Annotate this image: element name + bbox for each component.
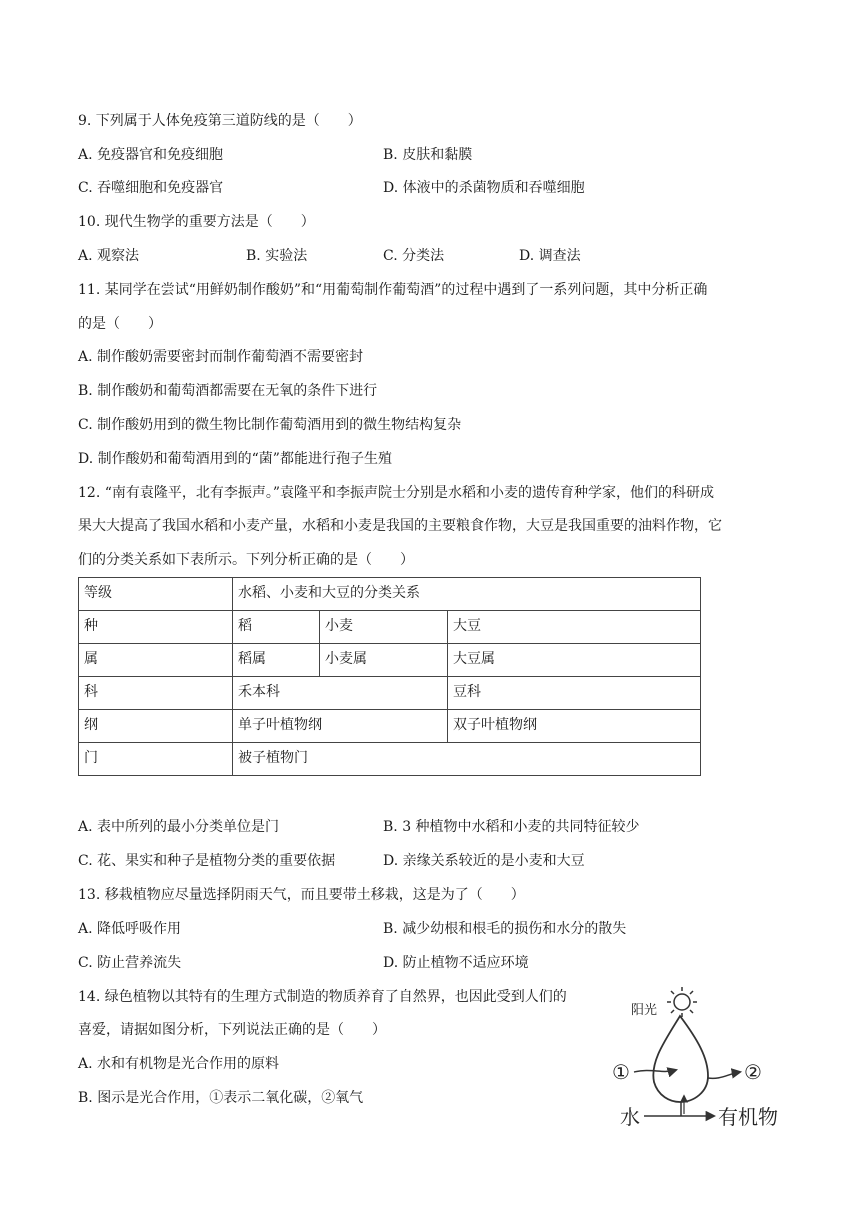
water-label: 水 [620,1105,640,1129]
q10-option-b: B. 实验法 [246,248,308,264]
q11-option-c: C. 制作酸奶用到的微生物比制作葡萄酒用到的微生物结构复杂 [78,417,462,433]
table-cell: 大豆 [448,611,701,644]
organic-label: 有机物 [718,1105,778,1129]
table-row [79,677,701,710]
q10-stem: 10. 现代生物学的重要方法是（ ） [78,214,315,230]
q11-option-a: A. 制作酸奶需要密封而制作葡萄酒不需要密封 [78,349,364,365]
leaf-shape [653,1016,708,1102]
table-cell: 稻属 [233,644,320,677]
table-row [79,644,701,677]
table-row [79,611,701,644]
table-cell: 科 [79,677,233,710]
q9-option-c: C. 吞噬细胞和免疫器官 [78,180,224,196]
q11-option-b: B. 制作酸奶和葡萄酒都需要在无氧的条件下进行 [78,383,378,399]
q14-option-b: B. 图示是光合作用，①表示二氧化碳，②氧气 [78,1090,364,1106]
q9-option-a: A. 免疫器官和免疫细胞 [78,147,224,163]
table-cell: 被子植物门 [233,743,701,776]
table-cell: 小麦 [320,611,448,644]
q9-option-b: B. 皮肤和黏膜 [383,147,473,163]
q13-option-d: D. 防止植物不适应环境 [383,955,529,971]
classification-table [78,577,701,776]
q10-option-d: D. 调查法 [519,248,581,264]
q12-stem-line3: 们的分类关系如下表所示。下列分析正确的是（ ） [78,552,414,568]
input-label: ① [612,1060,630,1084]
q14-option-a: A. 水和有机物是光合作用的原料 [78,1056,280,1072]
q11-stem-line2: 的是（ ） [78,316,162,332]
q12-stem-line1: 12. “南有袁隆平，北有李振声。”袁隆平和李振声院士分别是水稻和小麦的遗传育种学家，他们的科研成 [78,485,715,501]
table-row [79,743,701,776]
q14-stem-line1: 14. 绿色植物以其特有的生理方式制造的物质养育了自然界，也因此受到人们的 [78,989,567,1005]
table-cell: 纲 [79,710,233,743]
photosynthesis-figure [604,984,790,1132]
q10-option-a: A. 观察法 [78,248,140,264]
q13-option-b: B. 减少幼根和根毛的损伤和水分的散失 [383,921,627,937]
q12-option-a: A. 表中所列的最小分类单位是门 [78,819,280,835]
table-cell: 大豆属 [448,644,701,677]
q13-option-a: A. 降低呼吸作用 [78,921,182,937]
input-arrow [634,1070,676,1072]
table-cell: 豆科 [448,677,701,710]
q9-stem: 9. 下列属于人体免疫第三道防线的是（ ） [78,113,362,129]
table-row [79,710,701,743]
sun-icon [667,987,697,1017]
q14-stem-line2: 喜爱，请据如图分析，下列说法正确的是（ ） [78,1022,386,1038]
table-header-title: 水稻、小麦和大豆的分类关系 [233,578,701,611]
q10-option-c: C. 分类法 [383,248,445,264]
q11-stem-line1: 11. 某同学在尝试“用鲜奶制作酸奶”和“用葡萄制作葡萄酒”的过程中遇到了一系列问题，其中分析正确 [78,282,708,298]
table-row [79,578,701,611]
table-cell: 属 [79,644,233,677]
q12-option-d: D. 亲缘关系较近的是小麦和大豆 [383,853,585,869]
table-cell: 禾本科 [233,677,448,710]
table-header-level: 等级 [79,578,233,611]
table-cell: 单子叶植物纲 [233,710,448,743]
q9-option-d: D. 体液中的杀菌物质和吞噬细胞 [383,180,585,196]
q12-option-c: C. 花、果实和种子是植物分类的重要依据 [78,853,336,869]
table-cell: 小麦属 [320,644,448,677]
q12-option-b: B. 3 种植物中水稻和小麦的共同特征较少 [383,819,640,835]
table-cell: 双子叶植物纲 [448,710,701,743]
table-cell: 种 [79,611,233,644]
q12-stem-line2: 果大大提高了我国水稻和小麦产量，水稻和小麦是我国的主要粮食作物，大豆是我国重要的油料作物，它 [78,518,722,534]
q11-option-d: D. 制作酸奶和葡萄酒用到的“菌”都能进行孢子生殖 [78,451,392,467]
q13-option-c: C. 防止营养流失 [78,955,182,971]
sun-label: 阳光 [631,1003,658,1018]
output-label: ② [744,1060,762,1084]
table-cell: 稻 [233,611,320,644]
table-cell: 门 [79,743,233,776]
output-arrow [708,1072,740,1078]
q13-stem: 13. 移栽植物应尽量选择阴雨天气，而且要带土移栽，这是为了（ ） [78,887,525,903]
